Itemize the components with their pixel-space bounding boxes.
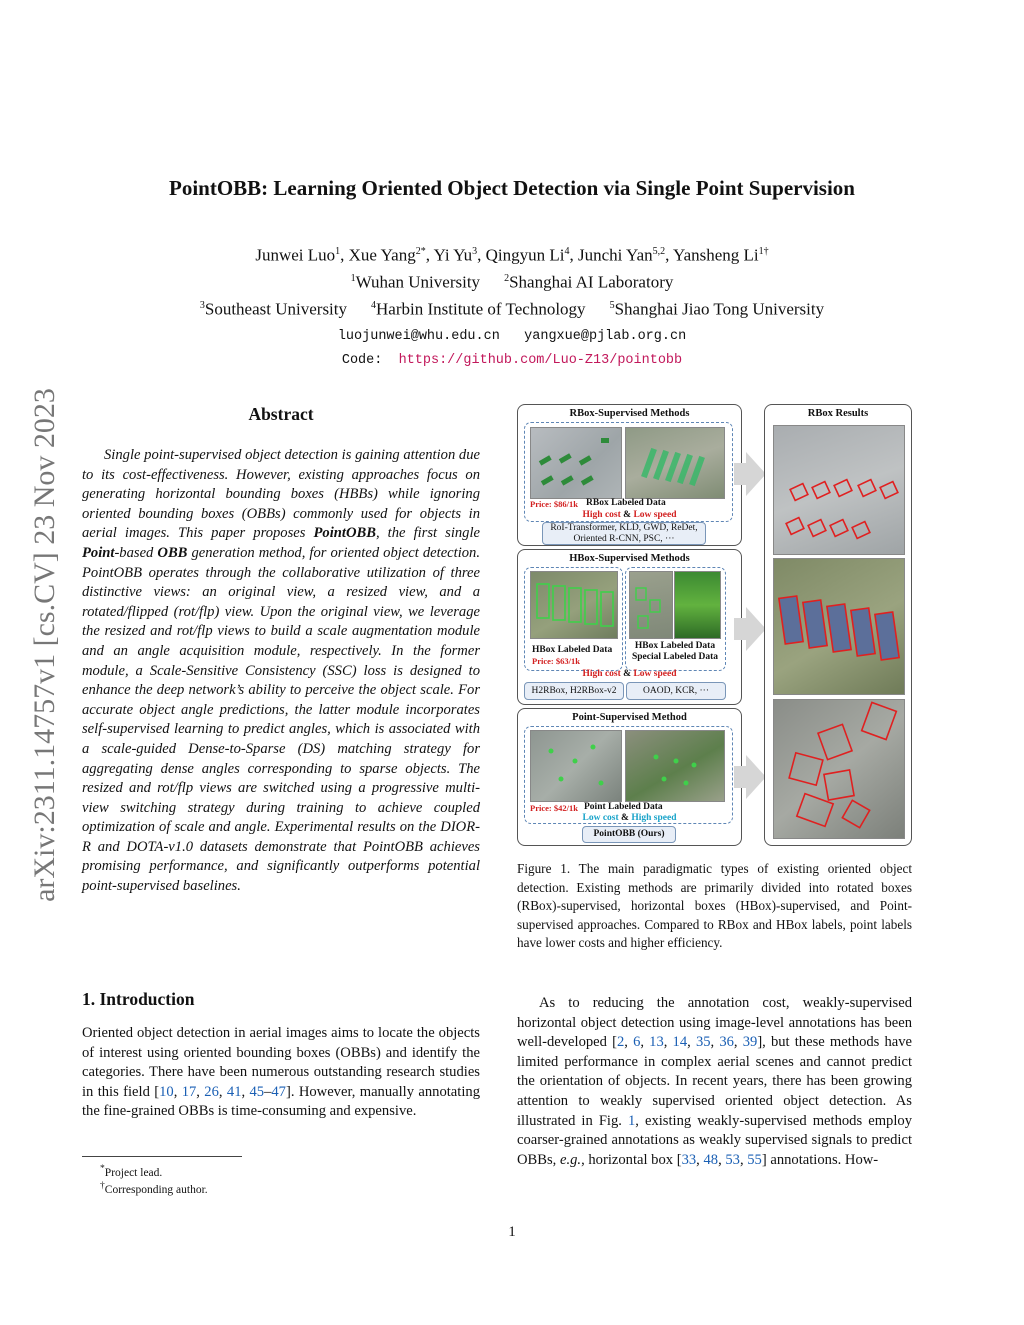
intro-heading: 1. Introduction [82, 989, 195, 1009]
footnote-rule [82, 1156, 242, 1157]
affiliation-name: Wuhan University [355, 272, 481, 292]
cite-10[interactable]: 10 [159, 1083, 174, 1100]
figure-1-caption: Figure 1. The main paradigmatic types of existing oriented object detection. Existing methods are primarily divided into rotated boxes (RBox)-supervised, horizontal boxes (HBox)-supervised, and Point-supervised approaches. Compared to RBox and HBox labels, point labels have lower costs and higher efficiency. [517, 861, 912, 950]
intro-right-text-c: , existing weakly-supervised methods employ coarser-grained annotations as weakly supervised signals to predict OBBs, [517, 1112, 912, 1168]
arrow-point [746, 755, 766, 799]
rbox-title: RBox-Supervised Methods [569, 408, 690, 419]
abstract-body [82, 446, 480, 897]
cite-26[interactable]: 26 [204, 1083, 219, 1100]
abstract-bold-point: Point [82, 544, 115, 561]
author-affil-mark: 4 [564, 246, 570, 257]
rbox-image-airplanes [530, 427, 622, 499]
abstract-heading: Abstract [248, 404, 314, 424]
intro-left-paragraph: Oriented object detection in aerial images aims to locate the objects of interest using oriented bounding boxes (OBBs) and identify the categories. There have been numerous outstanding research studies in this field [10, 17, 26, 41, 45–47]. However, manually annotating the fine-grained OBBs is time-consuming and expensive. [82, 1025, 480, 1120]
point-price: Price: $42/1k [530, 803, 578, 813]
author-affil-mark: 5,2 [652, 246, 666, 257]
author-name: Xue Yang [348, 245, 416, 265]
hbox-methods-left: H2RBox, H2RBox-v2 [524, 682, 624, 700]
author-affil-mark: 2* [415, 246, 426, 257]
email-2[interactable]: yangxue@pjlab.org.cn [524, 329, 687, 345]
cite-36[interactable]: 36 [719, 1034, 734, 1051]
fig-ref-1[interactable]: 1 [627, 1112, 636, 1129]
author-block [0, 240, 1024, 372]
code-label: Code: [341, 352, 383, 368]
cite-55[interactable]: 55 [747, 1151, 762, 1168]
point-cost-amp: & [618, 813, 632, 823]
abstract-bold-obb: OBB [157, 544, 188, 561]
hbox-cost-line [518, 669, 741, 679]
cite-41[interactable]: 41 [226, 1083, 242, 1100]
figure-1 [517, 404, 912, 844]
hbox-title: HBox-Supervised Methods [569, 553, 690, 564]
point-cost-line [518, 813, 741, 823]
arxiv-stamp [25, 350, 65, 940]
point-title: Point-Supervised Method [572, 712, 687, 723]
cite-17[interactable]: 17 [181, 1083, 197, 1100]
point-image-courts [625, 730, 725, 802]
intro-eg: e.g. [559, 1151, 582, 1168]
abstract-text-4: generation method, for oriented object detection. PointOBB operates through the collaborative utilization of three distinctive views: an original view, a resized view, and a rotated/flipped (rot/flp) view. Upon the original view, we leverage the resized and rot/flp views to build a scale augmentation module and an angle acquisition module, respectively. In the former module, a Scale-Sensitive Consistency (SSC) loss is designed to enhance the deep network’s ability to perceive the object scale. For accurate object angle predictions, the latter module incorporates self-supervised learning to predict angles, which is associated with a scale-guided Dense-to-Sparse (DS) matching strategy for aggregating dense angles corresponding to sparse objects. The resized and rot/flp views are switched using a progressive multi-view switching strategy during training to achieve coupled optimization of scale and angle. Experimental results on the DIOR-R and DOTA-v1.0 datasets demonstrate that PointOBB achieves promising performance, and significantly outperforms potential point-supervised baselines. [82, 544, 481, 895]
footnote-2-text: Corresponding author. [104, 1183, 208, 1196]
hbox-cost-speed: Low speed [633, 669, 677, 679]
intro-right-text-b: ], but these methods have limited performance in complex aerial scenes and cannot predict the orientation of objects. In recent years, there has been growing attention to weakly supervised oriented object detection. As illustrated in Fig. [517, 1034, 913, 1129]
affiliation-number: 2 [504, 273, 510, 285]
rbox-methods-line-1: RoI-Transformer, KLD, GWD, ReDet, [550, 523, 698, 533]
intro-right-text-e: ] annotations. How- [761, 1151, 879, 1168]
rbox-image-vehicles [625, 427, 725, 499]
point-data-label: Point Labeled Data [584, 802, 663, 812]
paper-title: PointOBB: Learning Oriented Object Detection via Single Point Supervision [169, 176, 855, 200]
rbox-panel [517, 404, 742, 546]
affiliation-number: 5 [609, 300, 615, 312]
intro-text-a: Oriented object detection in aerial images aims to locate the objects of interest using oriented bounding boxes (OBBs) and identify the categories. There have been numerous outstanding research studies in this field [ [82, 1025, 480, 1100]
affiliation-name: Shanghai Jiao Tong University [614, 299, 825, 319]
result-airplane-boxes [774, 426, 904, 554]
code-line [0, 349, 1024, 373]
result-image-airplanes [773, 425, 905, 555]
author-affil-mark: 3 [472, 246, 478, 257]
hbox-cost-amp: & [620, 669, 634, 679]
point-cost-low: Low cost [582, 813, 619, 823]
hbox-methods-right: OAOD, KCR, ··· [626, 682, 726, 700]
point-method-pointobb: PointOBB (Ours) [582, 826, 676, 843]
point-airport-marks [531, 731, 621, 801]
intro-right-text-a: As to reducing the annotation cost, weakly-supervised horizontal object detection using image-level annotations has been well-developed [ [517, 995, 912, 1051]
hbox-special-line-1: HBox Labeled Data [634, 641, 716, 651]
code-link[interactable]: https://github.com/Luo-Z13/pointobb [398, 352, 683, 368]
hbox-special-label [629, 641, 721, 663]
hbox-image-special [674, 571, 721, 639]
abstract-text-2: , the first single [375, 525, 481, 542]
hbox-court-marks [531, 572, 617, 638]
hbox-image-courts [530, 571, 618, 639]
footnote-1-mark: * [100, 1163, 105, 1174]
result-airport-boxes [774, 700, 904, 838]
results-panel [764, 404, 912, 846]
author-affil-mark: 1† [758, 246, 769, 257]
point-cost-speed: High speed [631, 813, 677, 823]
affiliation-number: 4 [371, 300, 377, 312]
cite-14[interactable]: 14 [672, 1034, 688, 1051]
abstract-bold-pointobb: PointOBB [313, 525, 376, 542]
hbox-data-label: HBox Labeled Data [532, 645, 613, 655]
cite-2[interactable]: 2 [616, 1034, 625, 1051]
rbox-cost-speed: Low speed [633, 510, 677, 520]
arxiv-id-text: arXiv:2311.14757v1 [cs.CV] 23 Nov 2023 [28, 388, 61, 902]
footnote-2-mark: † [100, 1180, 105, 1191]
affiliation-number: 3 [199, 300, 205, 312]
footnote-2 [100, 1177, 208, 1199]
rbox-cost-high: High cost [582, 510, 621, 520]
cite-13[interactable]: 13 [649, 1034, 664, 1051]
footnote-1-text: Project lead. [104, 1166, 163, 1179]
rbox-vehicle-marks [626, 428, 724, 498]
cite-53[interactable]: 53 [725, 1151, 740, 1168]
point-panel [517, 708, 742, 846]
affiliation-name: Harbin Institute of Technology [376, 299, 586, 319]
result-court-boxes [774, 559, 904, 694]
email-1[interactable]: luojunwei@whu.edu.cn [337, 329, 500, 345]
author-list: Junwei Luo$^1$, Xue Yang$^{2*}$, Yi Yu$^3$, Qingyun Li$^4$, Junchi Yan$^{5,2}$, Yansheng $Li^{1\dagger}$ [255, 245, 769, 265]
intro-right-paragraph: As to reducing the annotation cost, weakly-supervised horizontal object detection using image-level annotations has been well-developed [2, 6, 13, 14, 35, 36, 39], but these methods have limited performance in complex aerial scenes and cannot predict the orientation of objects. In recent years, there has been growing attention to weakly supervised oriented object detection. As illustrated in Fig. 1, existing weakly-supervised methods employ coarser-grained annotations as weakly supervised signals to predict OBBs, e.g., horizontal box [33, 48, 53, 55] annotations. How- [517, 995, 913, 1168]
hbox-panel [517, 549, 742, 705]
arrow-hbox [746, 607, 766, 651]
point-court-marks [626, 731, 724, 801]
affiliations-line-2 [0, 294, 1024, 321]
affiliation-name: Shanghai AI Laboratory [509, 272, 674, 292]
rbox-cost-line [518, 510, 741, 520]
result-image-courts [773, 558, 905, 695]
author-affil-mark: 1 [335, 246, 341, 257]
results-title: RBox Results [807, 408, 869, 419]
hbox-vehicle-marks [630, 572, 672, 638]
author-name: Yi Yu [433, 245, 473, 265]
cite-47[interactable]: 47 [271, 1083, 286, 1100]
cite-35[interactable]: 35 [695, 1034, 711, 1051]
emails [0, 325, 1024, 349]
author-name: Yansheng Li [673, 245, 759, 265]
point-image-airport [530, 730, 622, 802]
rbox-price: Price: $86/1k [530, 499, 578, 509]
intro-right-text-d: , horizontal box [ [581, 1151, 682, 1168]
author-name: Qingyun Li [485, 245, 565, 265]
cite-48[interactable]: 48 [703, 1151, 719, 1168]
affiliation-number: 1 [350, 273, 356, 285]
cite-39[interactable]: 39 [742, 1034, 758, 1051]
cite-33[interactable]: 33 [681, 1151, 697, 1168]
hbox-price: Price: $63/1k [532, 656, 580, 666]
author-name: Junchi Yan [578, 245, 653, 265]
cite-6[interactable]: 6 [633, 1034, 641, 1051]
rbox-methods [542, 522, 706, 545]
rbox-cost-amp: & [620, 510, 634, 520]
hbox-special-line-2: Special Labeled Data [631, 652, 719, 662]
page-number: 1 [508, 1224, 516, 1240]
hbox-cost-high: High cost [582, 669, 621, 679]
arrow-rbox [746, 452, 766, 496]
affiliation-name: Southeast University [204, 299, 348, 319]
abstract-text-1: Single point-supervised object detection is gaining attention due to its cost-effectiveness. However, existing approaches focus on generating horizontal bounding boxes (HBBs) while ignoring oriented bounding boxes (OBBs) commonly used for objects in aerial images. This paper proposes [82, 447, 480, 542]
abstract-text-3: -based [114, 544, 158, 561]
rbox-airplane-marks [531, 428, 621, 498]
hbox-image-vehicles [629, 571, 673, 639]
cite-45[interactable]: 45 [249, 1083, 265, 1100]
intro-text-b: ]. However, manually annotating the fine-grained OBBs is time-consuming and expensive. [82, 1083, 480, 1120]
affiliations-line-1 [0, 267, 1024, 294]
rbox-data-label: RBox Labeled Data [586, 498, 666, 508]
result-image-airport [773, 699, 905, 839]
rbox-methods-line-2: Oriented R-CNN, PSC, ··· [573, 534, 675, 544]
author-name: Junwei Luo [255, 245, 336, 265]
